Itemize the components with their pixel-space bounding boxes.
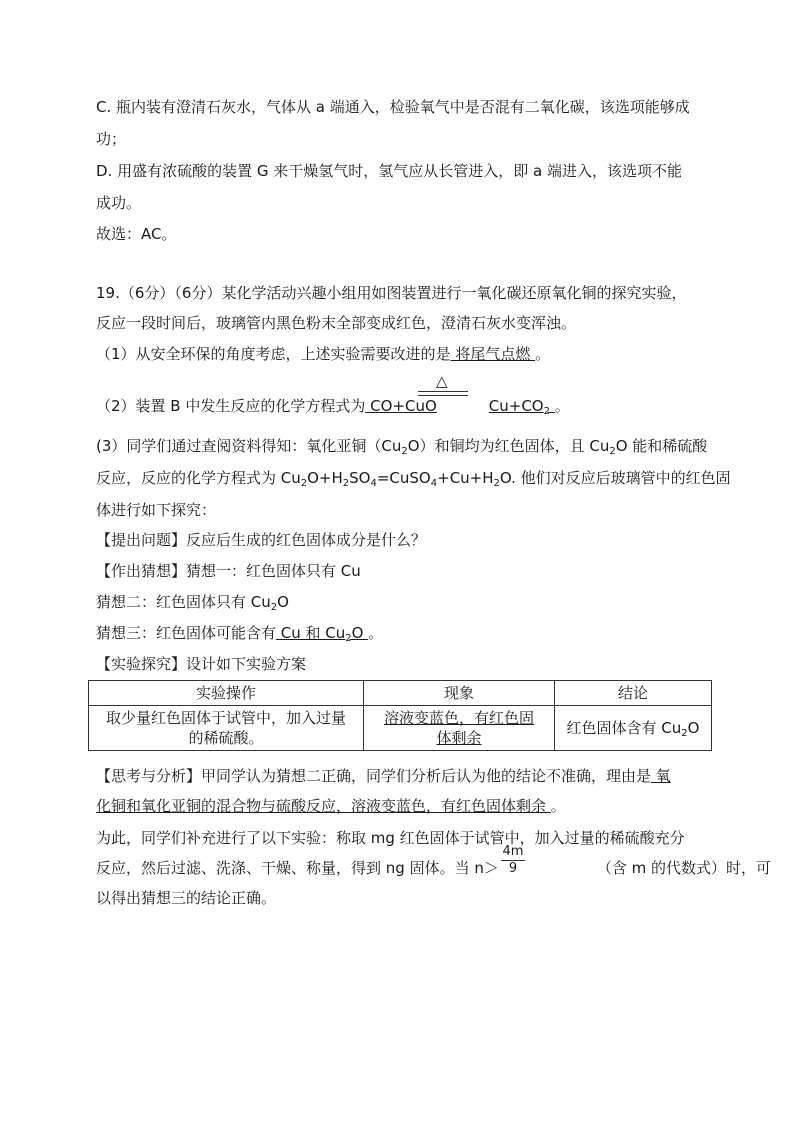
analysis-answer: 氧 bbox=[651, 767, 671, 785]
table-row bbox=[89, 706, 712, 751]
table-header: 结论 bbox=[555, 681, 712, 706]
guess-2: 猜想二：红色固体只有 $Cu_2O$ bbox=[96, 593, 289, 613]
text-line: 功； bbox=[96, 130, 127, 148]
q2-reactants: CO+CuO bbox=[365, 397, 437, 415]
experiment-heading: 【实验探究】设计如下实验方案 bbox=[96, 655, 307, 673]
q1-prompt: （1）从安全环保的角度考虑，上述实验需要改进的是 bbox=[96, 345, 451, 363]
raise-question: 【提出问题】反应后生成的红色固体成分是什么？ bbox=[96, 531, 427, 549]
table-header-row bbox=[89, 681, 712, 706]
heat-condition-symbol: △ bbox=[436, 372, 448, 390]
q1-end: 。 bbox=[535, 345, 551, 363]
fraction-numerator: 4m bbox=[502, 844, 524, 859]
experiment-table bbox=[88, 680, 712, 751]
equals-line-top bbox=[418, 391, 468, 392]
table-cell-operation: 取少量红色固体于试管中，加入过量 的稀硫酸。 bbox=[89, 706, 364, 751]
table-cell-conclusion: 红色固体含有 $Cu_2O$ bbox=[555, 706, 712, 751]
question-title: 19.（6分）（6分）某化学活动兴趣小组用如图装置进行一氧化碳还原氧化铜的探究实验， bbox=[96, 284, 687, 302]
q1-answer: 将尾气点燃 bbox=[450, 345, 536, 363]
analysis-line: 化铜和氧化亚铜的混合物与硫酸反应，溶液变蓝色，有红色固体剩余 。 bbox=[96, 797, 566, 815]
analysis-line: 【思考与分析】甲同学认为猜想二正确，同学们分析后认为他的结论不准确，理由是 氧 bbox=[96, 767, 671, 785]
guess-1: 【作出猜想】猜想一：红色固体只有 Cu bbox=[96, 562, 361, 580]
table-cell-phenomenon: 溶液变蓝色，有红色固 体剩余 bbox=[364, 706, 555, 751]
text-line: 反应，然后过滤、洗涤、干燥、称量，得到 ng 固体。当 n＞ （含 m 的代数式）时，可 bbox=[96, 859, 771, 877]
answer-line: 故选：AC。 bbox=[96, 225, 177, 243]
text-line: 为此，同学们补充进行了以下实验：称取 mg 红色固体于试管中，加入过量的稀硫酸充分 bbox=[96, 829, 685, 847]
fraction-denominator: 9 bbox=[508, 861, 518, 876]
equals-line-bottom bbox=[418, 395, 468, 396]
q2-prompt: （2）装置 B 中发生反应的化学方程式为 bbox=[96, 397, 366, 415]
text-line: 反应一段时间后，玻璃管内黑色粉末全部变成红色，澄清石灰水变浑浊。 bbox=[96, 314, 577, 332]
table-header: 现象 bbox=[364, 681, 555, 706]
text-line: 成功。 bbox=[96, 194, 142, 212]
sub-question-2 bbox=[96, 396, 570, 416]
q2-products: $Cu+CO_2$ bbox=[488, 397, 550, 417]
text-line: D. 用盛有浓硫酸的装置 G 来干燥氢气时，氢气应从长管进入，即 a 端进入，该选项不能 bbox=[96, 162, 682, 180]
q2-end: 。 bbox=[554, 397, 570, 415]
table-header: 实验操作 bbox=[89, 681, 364, 706]
text-line: 以得出猜想三的结论正确。 bbox=[96, 889, 277, 907]
text-line: (3）同学们通过查阅资料得知：氧化亚铜$(Cu_2O)$和铜均为红色固体，且 $Cu_2O$ 能和稀硫酸 bbox=[96, 437, 708, 457]
guess-3-answer: Cu 和 $Cu_2O$ bbox=[276, 624, 369, 644]
sub-question-1 bbox=[96, 344, 550, 364]
guess-3: 猜想三：红色固体可能含有 Cu 和 $Cu_2O$ 。 bbox=[96, 624, 384, 644]
text-line: 体进行如下探究： bbox=[96, 501, 217, 519]
text-line: C. 瓶内装有澄清石灰水，气体从 a 端通入，检验氧气中是否混有二氧化碳，该选项能够成 bbox=[96, 98, 690, 116]
text-line: 反应，反应的化学方程式为 $Cu_2O+H_2SO_4=CuSO_4+Cu+H_2O$. 他们对反应后玻璃管中的红色固 bbox=[96, 469, 731, 489]
analysis-answer: 化铜和氧化亚铜的混合物与硫酸反应，溶液变蓝色，有红色固体剩余 bbox=[96, 797, 551, 815]
